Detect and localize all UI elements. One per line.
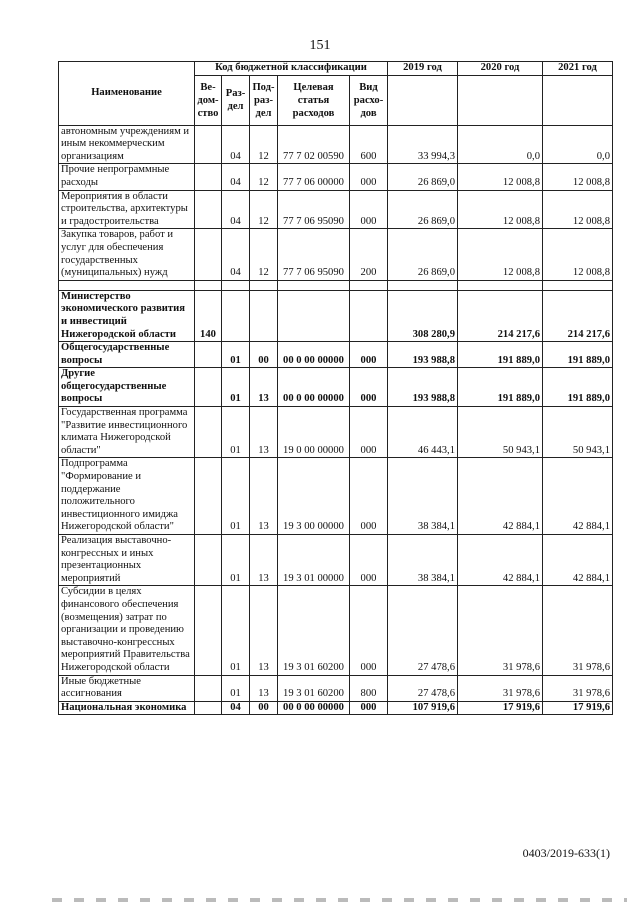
cell-expense-type: 000 bbox=[350, 342, 388, 368]
cell-razdel: 04 bbox=[222, 229, 250, 280]
cell-razdel: 01 bbox=[222, 586, 250, 675]
cell-target-article: 19 0 00 00000 bbox=[278, 407, 350, 458]
header-blank-2020 bbox=[458, 75, 543, 125]
cell-name: Иные бюджетные ассигнования bbox=[59, 675, 195, 701]
cell-2021: 0,0 bbox=[543, 125, 613, 164]
cell-expense-type: 800 bbox=[350, 675, 388, 701]
empty-cell bbox=[388, 280, 458, 290]
cell-target-article: 19 3 01 60200 bbox=[278, 675, 350, 701]
header-classification-group: Код бюджетной классификации bbox=[195, 62, 388, 76]
cell-podrazdel: 13 bbox=[250, 407, 278, 458]
table-row bbox=[59, 368, 613, 407]
table-row bbox=[59, 164, 613, 190]
cell-2019: 26 869,0 bbox=[388, 190, 458, 229]
cell-name: Государственная программа "Развитие инвестиционного климата Нижегородской области" bbox=[59, 407, 195, 458]
empty-cell bbox=[250, 280, 278, 290]
cell-2019: 33 994,3 bbox=[388, 125, 458, 164]
cell-vedomstvo bbox=[195, 368, 222, 407]
cell-name: Закупка товаров, работ и услуг для обеспечения государственных (муниципальных) нужд bbox=[59, 229, 195, 280]
cell-podrazdel: 12 bbox=[250, 229, 278, 280]
cell-2021: 42 884,1 bbox=[543, 458, 613, 535]
cell-2020: 42 884,1 bbox=[458, 458, 543, 535]
cell-expense-type: 600 bbox=[350, 125, 388, 164]
cell-2020: 17 919,6 bbox=[458, 701, 543, 715]
cell-razdel: 01 bbox=[222, 458, 250, 535]
cell-2020: 0,0 bbox=[458, 125, 543, 164]
table-row bbox=[59, 342, 613, 368]
cell-target-article: 77 7 02 00590 bbox=[278, 125, 350, 164]
cell-2021: 191 889,0 bbox=[543, 342, 613, 368]
cell-name: Другие общегосударственные вопросы bbox=[59, 368, 195, 407]
cell-2020: 12 008,8 bbox=[458, 164, 543, 190]
cell-2021: 31 978,6 bbox=[543, 586, 613, 675]
cell-2019: 308 280,9 bbox=[388, 290, 458, 341]
cell-2021: 31 978,6 bbox=[543, 675, 613, 701]
cell-podrazdel: 13 bbox=[250, 368, 278, 407]
cell-target-article: 00 0 00 00000 bbox=[278, 368, 350, 407]
cell-2021: 214 217,6 bbox=[543, 290, 613, 341]
cell-expense-type bbox=[350, 290, 388, 341]
cell-expense-type: 000 bbox=[350, 368, 388, 407]
cell-name: Министерство экономического развития и инвестиций Нижегородской области bbox=[59, 290, 195, 341]
empty-cell bbox=[195, 280, 222, 290]
cell-target-article: 00 0 00 00000 bbox=[278, 342, 350, 368]
cell-target-article: 00 0 00 00000 bbox=[278, 701, 350, 715]
cell-expense-type: 000 bbox=[350, 458, 388, 535]
header-razdel: Раз- дел bbox=[222, 75, 250, 125]
cell-podrazdel: 13 bbox=[250, 535, 278, 586]
cell-2021: 12 008,8 bbox=[543, 229, 613, 280]
cell-podrazdel: 12 bbox=[250, 190, 278, 229]
cell-vedomstvo bbox=[195, 675, 222, 701]
document-number: 0403/2019-633(1) bbox=[522, 846, 610, 860]
table-row bbox=[59, 675, 613, 701]
cell-razdel: 04 bbox=[222, 190, 250, 229]
cell-2019: 46 443,1 bbox=[388, 407, 458, 458]
cell-razdel: 04 bbox=[222, 164, 250, 190]
cell-razdel: 01 bbox=[222, 342, 250, 368]
cell-podrazdel: 12 bbox=[250, 125, 278, 164]
cell-razdel: 01 bbox=[222, 535, 250, 586]
cell-name: Субсидии в целях финансового обеспечения (возмещения) затрат по организации и проведению выставочно-конгрессных мероприятий Правительства Нижегородской области bbox=[59, 586, 195, 675]
cell-target-article: 19 3 01 60200 bbox=[278, 586, 350, 675]
cell-podrazdel: 13 bbox=[250, 675, 278, 701]
cell-target-article: 77 7 06 00000 bbox=[278, 164, 350, 190]
table-row bbox=[59, 190, 613, 229]
cell-2021: 191 889,0 bbox=[543, 368, 613, 407]
cell-vedomstvo bbox=[195, 535, 222, 586]
cell-vedomstvo bbox=[195, 164, 222, 190]
empty-cell bbox=[543, 280, 613, 290]
cell-vedomstvo bbox=[195, 407, 222, 458]
header-target-article: Целевая статья расходов bbox=[278, 75, 350, 125]
cell-2020: 12 008,8 bbox=[458, 190, 543, 229]
cell-vedomstvo: 140 bbox=[195, 290, 222, 341]
cell-2020: 12 008,8 bbox=[458, 229, 543, 280]
cell-name: автономным учреждениям и иным некоммерческим организациям bbox=[59, 125, 195, 164]
empty-cell bbox=[350, 280, 388, 290]
cell-expense-type: 200 bbox=[350, 229, 388, 280]
header-2020: 2020 год bbox=[458, 62, 543, 76]
cell-2019: 38 384,1 bbox=[388, 535, 458, 586]
cell-target-article: 77 7 06 95090 bbox=[278, 190, 350, 229]
cell-expense-type: 000 bbox=[350, 701, 388, 715]
cell-expense-type: 000 bbox=[350, 164, 388, 190]
cell-target-article: 19 3 00 00000 bbox=[278, 458, 350, 535]
empty-cell bbox=[222, 280, 250, 290]
cell-podrazdel: 12 bbox=[250, 164, 278, 190]
cell-2019: 193 988,8 bbox=[388, 368, 458, 407]
header-blank-2019 bbox=[388, 75, 458, 125]
cell-podrazdel: 00 bbox=[250, 701, 278, 715]
cell-2021: 12 008,8 bbox=[543, 190, 613, 229]
table-row bbox=[59, 701, 613, 715]
budget-table bbox=[58, 61, 613, 715]
cell-2019: 193 988,8 bbox=[388, 342, 458, 368]
cell-target-article: 19 3 01 00000 bbox=[278, 535, 350, 586]
cell-razdel: 04 bbox=[222, 125, 250, 164]
cell-2021: 50 943,1 bbox=[543, 407, 613, 458]
empty-cell bbox=[278, 280, 350, 290]
cell-razdel: 01 bbox=[222, 675, 250, 701]
cell-name: Подпрограмма "Формирование и поддержание положительного инвестиционного имиджа Нижегородской области" bbox=[59, 458, 195, 535]
cell-expense-type: 000 bbox=[350, 190, 388, 229]
cell-2019: 27 478,6 bbox=[388, 675, 458, 701]
cell-2020: 31 978,6 bbox=[458, 675, 543, 701]
cell-2019: 26 869,0 bbox=[388, 164, 458, 190]
spacer-row bbox=[59, 280, 613, 290]
table-row bbox=[59, 229, 613, 280]
table-row bbox=[59, 407, 613, 458]
empty-cell bbox=[458, 280, 543, 290]
cell-2020: 214 217,6 bbox=[458, 290, 543, 341]
cell-2019: 38 384,1 bbox=[388, 458, 458, 535]
cell-2021: 12 008,8 bbox=[543, 164, 613, 190]
header-expense-type: Вид расхо- дов bbox=[350, 75, 388, 125]
cell-name: Национальная экономика bbox=[59, 701, 195, 715]
page-number: 151 bbox=[309, 38, 331, 53]
cell-podrazdel: 00 bbox=[250, 342, 278, 368]
cell-expense-type: 000 bbox=[350, 586, 388, 675]
cell-2019: 107 919,6 bbox=[388, 701, 458, 715]
table-row bbox=[59, 535, 613, 586]
cell-name: Общегосударственные вопросы bbox=[59, 342, 195, 368]
header-2021: 2021 год bbox=[543, 62, 613, 76]
cell-razdel bbox=[222, 290, 250, 341]
cell-2020: 191 889,0 bbox=[458, 342, 543, 368]
table-row bbox=[59, 586, 613, 675]
table-row bbox=[59, 458, 613, 535]
cell-podrazdel: 13 bbox=[250, 458, 278, 535]
cell-2019: 26 869,0 bbox=[388, 229, 458, 280]
header-name: Наименование bbox=[59, 62, 195, 126]
cell-vedomstvo bbox=[195, 458, 222, 535]
cell-expense-type: 000 bbox=[350, 407, 388, 458]
header-blank-2021 bbox=[543, 75, 613, 125]
cell-podrazdel: 13 bbox=[250, 586, 278, 675]
table-body bbox=[59, 125, 613, 715]
cell-2021: 42 884,1 bbox=[543, 535, 613, 586]
cell-vedomstvo bbox=[195, 125, 222, 164]
cell-2020: 50 943,1 bbox=[458, 407, 543, 458]
cell-name: Прочие непрограммные расходы bbox=[59, 164, 195, 190]
cell-2020: 42 884,1 bbox=[458, 535, 543, 586]
cell-razdel: 01 bbox=[222, 368, 250, 407]
cell-2020: 191 889,0 bbox=[458, 368, 543, 407]
cell-2021: 17 919,6 bbox=[543, 701, 613, 715]
empty-cell bbox=[59, 280, 195, 290]
cell-vedomstvo bbox=[195, 190, 222, 229]
cell-vedomstvo bbox=[195, 342, 222, 368]
cell-name: Мероприятия в области строительства, архитектуры и градостроительства bbox=[59, 190, 195, 229]
cell-expense-type: 000 bbox=[350, 535, 388, 586]
cell-podrazdel bbox=[250, 290, 278, 341]
header-podrazdel: Под- раз- дел bbox=[250, 75, 278, 125]
table-row bbox=[59, 290, 613, 341]
header-vedomstvo: Ве- дом- ство bbox=[195, 75, 222, 125]
table-row bbox=[59, 125, 613, 164]
cell-vedomstvo bbox=[195, 229, 222, 280]
cell-razdel: 04 bbox=[222, 701, 250, 715]
cell-razdel: 01 bbox=[222, 407, 250, 458]
cell-2020: 31 978,6 bbox=[458, 586, 543, 675]
cell-vedomstvo bbox=[195, 586, 222, 675]
cell-vedomstvo bbox=[195, 701, 222, 715]
cell-2019: 27 478,6 bbox=[388, 586, 458, 675]
cell-target-article bbox=[278, 290, 350, 341]
scan-edge-marks bbox=[52, 898, 627, 902]
cell-target-article: 77 7 06 95090 bbox=[278, 229, 350, 280]
cell-name: Реализация выставочно-конгрессных и иных презентационных мероприятий bbox=[59, 535, 195, 586]
header-2019: 2019 год bbox=[388, 62, 458, 76]
